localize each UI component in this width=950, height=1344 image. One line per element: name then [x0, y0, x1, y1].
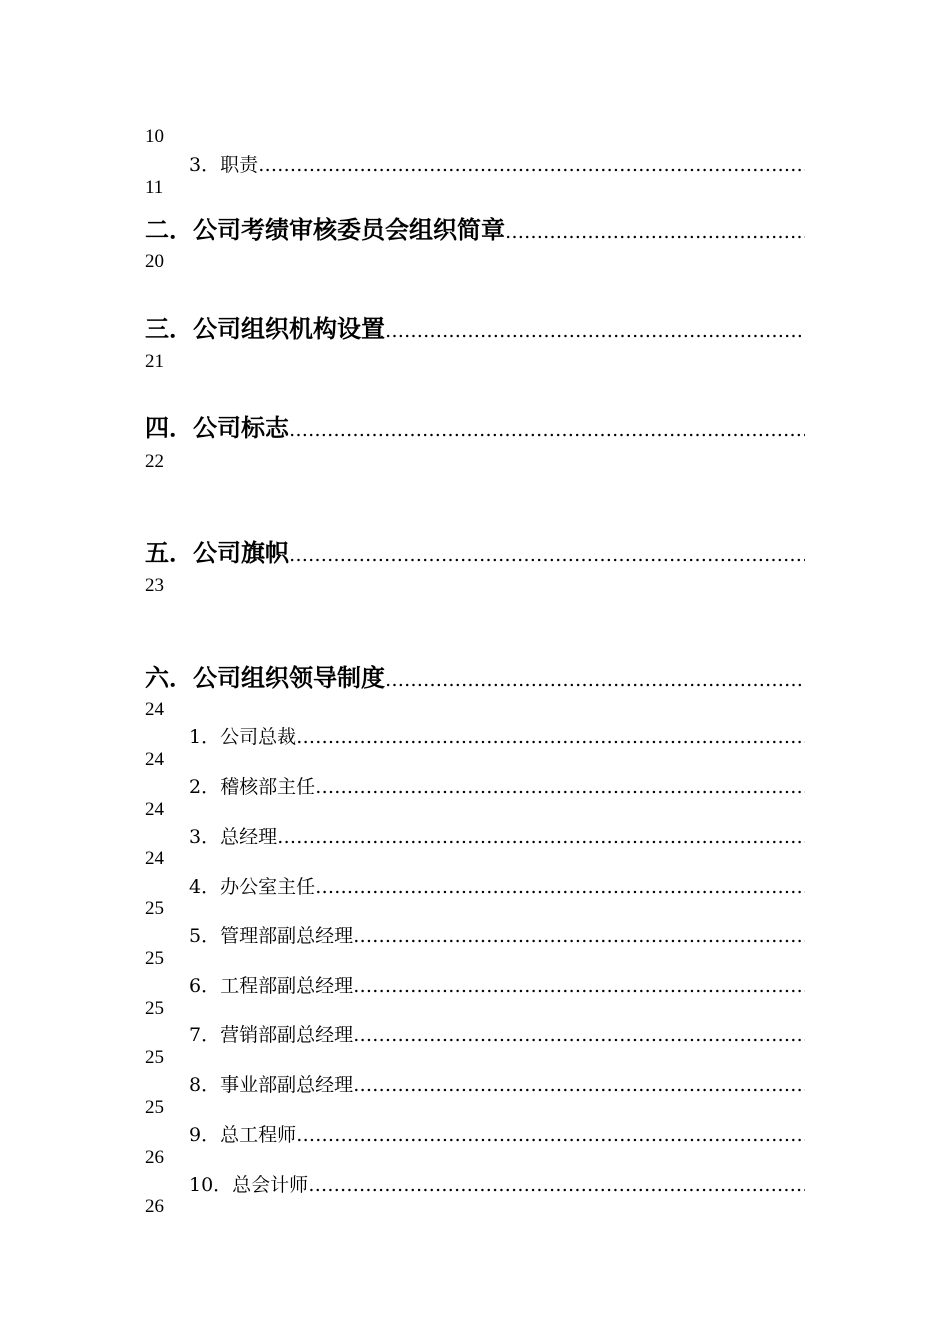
toc-entry-audit-director[interactable]	[189, 772, 805, 799]
toc-entry-label: 二．公司考绩审核委员会组织简章	[145, 215, 505, 244]
toc-page-number: 24	[145, 848, 164, 869]
toc-page-number: 26	[145, 1196, 164, 1217]
toc-entry-logo[interactable]	[145, 408, 805, 443]
toc-entry-duties[interactable]	[189, 150, 805, 177]
toc-page-number: 25	[145, 948, 164, 969]
dot-leader	[353, 1024, 805, 1046]
toc-page-number: 11	[145, 177, 164, 198]
toc-entry-marketing-vp[interactable]	[189, 1020, 805, 1047]
dot-leader	[296, 1124, 805, 1146]
toc-page-number: 25	[145, 1047, 164, 1068]
toc-entry-label: 2．稽核部主任	[189, 776, 316, 798]
toc-entry-label: 四．公司标志	[145, 413, 289, 442]
toc-entry-label: 3．职责	[189, 154, 259, 176]
toc-entry-label: 7．营销部副总经理	[189, 1024, 354, 1046]
toc-page-number: 20	[145, 251, 164, 272]
toc-entry-label: 1．公司总裁	[189, 726, 297, 748]
toc-page-number: 22	[145, 451, 164, 472]
toc-entry-review-committee[interactable]	[145, 210, 805, 245]
toc-entry-flag[interactable]	[145, 533, 805, 568]
dot-leader	[385, 320, 805, 342]
dot-leader	[385, 669, 805, 691]
toc-page-number: 26	[145, 1147, 164, 1168]
dot-leader	[289, 419, 805, 441]
dot-leader	[353, 975, 805, 997]
toc-entry-label: 三．公司组织机构设置	[145, 314, 385, 343]
toc-entry-chief-accountant[interactable]	[189, 1170, 805, 1197]
toc-entry-business-vp[interactable]	[189, 1070, 805, 1097]
toc-entry-management-vp[interactable]	[189, 921, 805, 948]
toc-page-number: 25	[145, 1097, 164, 1118]
toc-entry-label: 10．总会计师	[189, 1174, 309, 1196]
toc-entry-chief-engineer[interactable]	[189, 1120, 805, 1147]
toc-entry-general-manager[interactable]	[189, 822, 805, 849]
dot-leader	[353, 925, 805, 947]
toc-entry-label: 六．公司组织领导制度	[145, 663, 385, 692]
dot-leader	[308, 1174, 805, 1196]
toc-page-number: 23	[145, 575, 164, 596]
toc-page-number: 24	[145, 749, 164, 770]
dot-leader	[296, 726, 805, 748]
toc-page-number: 24	[145, 799, 164, 820]
toc-entry-president[interactable]	[189, 722, 805, 749]
toc-entry-office-director[interactable]	[189, 872, 805, 899]
toc-entry-label: 8．事业部副总经理	[189, 1074, 354, 1096]
toc-entry-label: 3．总经理	[189, 826, 278, 848]
toc-entry-label: 6．工程部副总经理	[189, 975, 354, 997]
toc-entry-engineering-vp[interactable]	[189, 971, 805, 998]
toc-page-number: 21	[145, 351, 164, 372]
toc-entry-label: 5．管理部副总经理	[189, 925, 354, 947]
dot-leader	[353, 1074, 805, 1096]
dot-leader	[315, 876, 805, 898]
dot-leader	[315, 776, 805, 798]
toc-entry-label: 五．公司旗帜	[145, 538, 289, 567]
toc-page-number: 25	[145, 998, 164, 1019]
toc-entry-org-structure[interactable]	[145, 309, 805, 344]
dot-leader	[289, 544, 805, 566]
toc-page-number: 24	[145, 699, 164, 720]
toc-page-number: 25	[145, 898, 164, 919]
dot-leader	[258, 154, 805, 176]
toc-entry-label: 4．办公室主任	[189, 876, 316, 898]
dot-leader	[505, 221, 805, 243]
dot-leader	[277, 826, 805, 848]
toc-page-number: 10	[145, 126, 164, 147]
toc-entry-label: 9．总工程师	[189, 1124, 297, 1146]
toc-entry-leadership-system[interactable]	[145, 658, 805, 693]
